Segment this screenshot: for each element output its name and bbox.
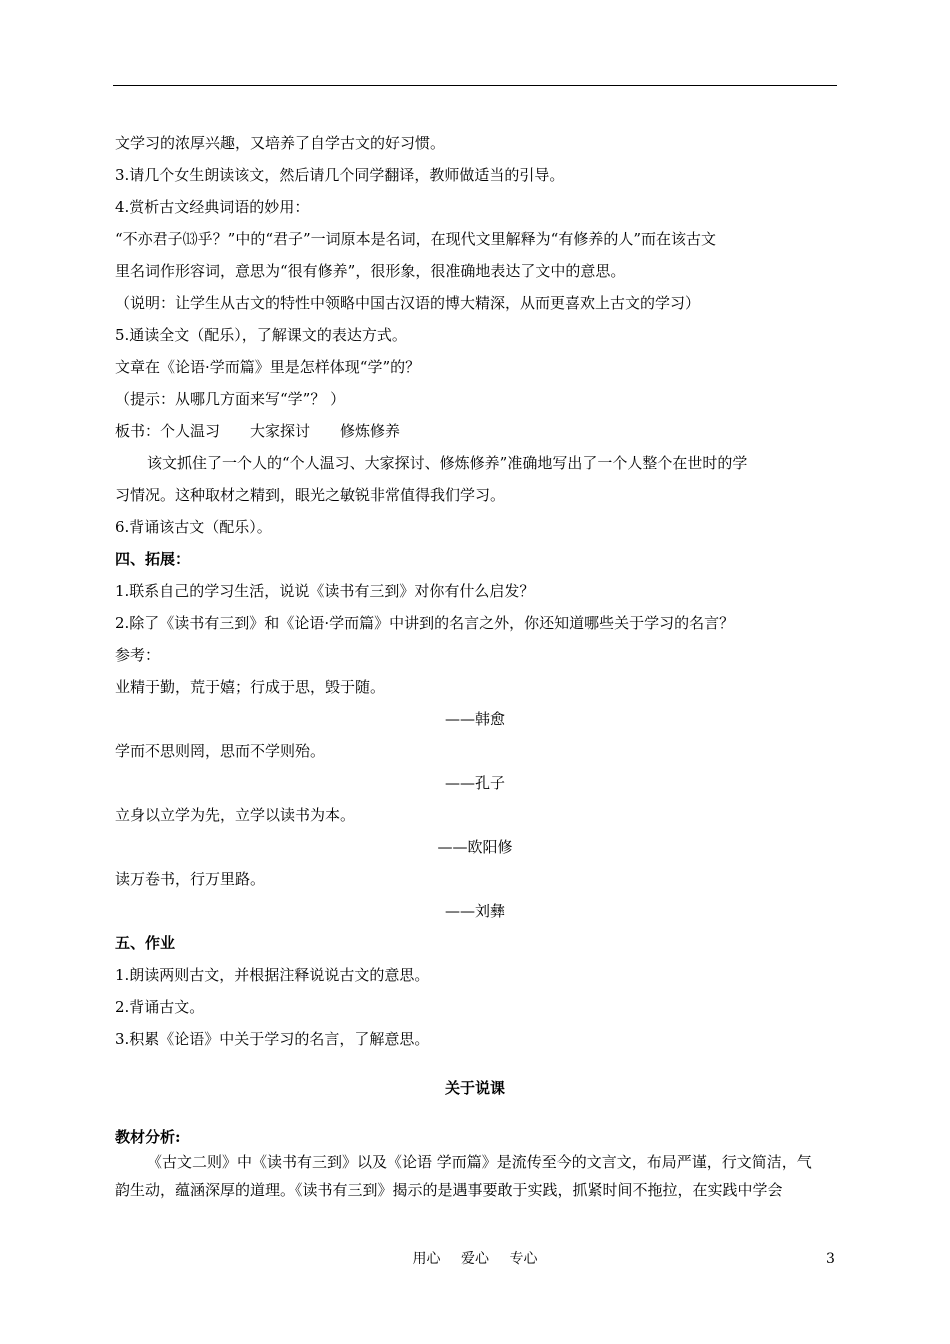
quote-attribution: ——韩愈 [444, 710, 505, 728]
text-line: “不亦君子⒀乎？”中的“君子”一词原本是名词，在现代文里解释为“有修养的人”而在该古文 [115, 230, 717, 248]
text-line: 习情况。这种取材之精到，眼光之敏锐非常值得我们学习。 [115, 486, 506, 504]
quote-attribution: ——欧阳修 [437, 838, 513, 856]
text-line: 6.背诵该古文（配乐）。 [115, 518, 272, 536]
text-line: 2.除了《读书有三到》和《论语·学而篇》中讲到的名言之外，你还知道哪些关于学习的名言？ [115, 614, 735, 632]
section-heading: 四、拓展： [115, 550, 191, 568]
header-rule [113, 85, 837, 86]
footer-item: 爱心 [461, 1251, 489, 1267]
page-number: 3 [826, 1251, 835, 1267]
text-line: （说明：让学生从古文的特性中领略中国古汉语的博大精深，从而更喜欢上古文的学习） [115, 294, 701, 312]
text-line: 4.赏析古文经典词语的妙用： [115, 198, 310, 216]
text-line: （提示：从哪几方面来写“学”？ ） [115, 390, 346, 408]
text-line: 参考： [115, 646, 161, 664]
text-line: 该文抓住了一个人的“个人温习、大家探讨、修炼修养”准确地写出了一个人整个在世时的学 [147, 454, 748, 472]
quote: 立身以立学为先，立学以读书为本。 [115, 806, 356, 824]
quote-attribution: ——孔子 [444, 774, 505, 792]
text-line: 1.联系自己的学习生活，说说《读书有三到》对你有什么启发？ [115, 582, 535, 600]
text-line: 5.通读全文（配乐），了解课文的表达方式。 [115, 326, 407, 344]
quote: 业精于勤，荒于嬉；行成于思，毁于随。 [115, 678, 386, 696]
text-line: 文学习的浓厚兴趣，又培养了自学古文的好习惯。 [115, 134, 446, 152]
footer-item: 用心 [412, 1251, 441, 1267]
text-line: 《古文二则》中《读书有三到》以及《论语 学而篇》是流传至今的文言文，布局严谨，行文简洁，气 [147, 1153, 812, 1171]
quote: 学而不思则罔，思而不学则殆。 [115, 742, 326, 760]
quote-attribution: ——刘彝 [444, 902, 505, 920]
section-heading: 五、作业 [115, 934, 176, 952]
text-line: 1.朗读两则古文，并根据注释说说古文的意思。 [115, 966, 430, 984]
quote: 读万卷书，行万里路。 [115, 870, 266, 888]
board-writing: 板书：个人温习 大家探讨 修炼修养 [115, 422, 401, 440]
text-line: 文章在《论语·学而篇》里是怎样体现“学”的？ [115, 358, 421, 376]
text-line: 里名词作形容词，意思为“很有修养”，很形象，很准确地表达了文中的意思。 [115, 262, 626, 280]
text-line: 韵生动，蕴涵深厚的道理。《读书有三到》揭示的是遇事要敢于实践，抓紧时间不拖拉，在实践中学会 [115, 1181, 783, 1199]
section-heading: 教材分析: [115, 1128, 181, 1146]
text-line: 3.积累《论语》中关于学习的名言，了解意思。 [115, 1030, 430, 1048]
page-footer [0, 1250, 950, 1268]
text-line: 3.请几个女生朗读该文，然后请几个同学翻译，教师做适当的引导。 [115, 166, 565, 184]
footer-item: 专心 [509, 1251, 538, 1267]
section-title: 关于说课 [444, 1079, 505, 1097]
text-line: 2.背诵古文。 [115, 998, 205, 1016]
